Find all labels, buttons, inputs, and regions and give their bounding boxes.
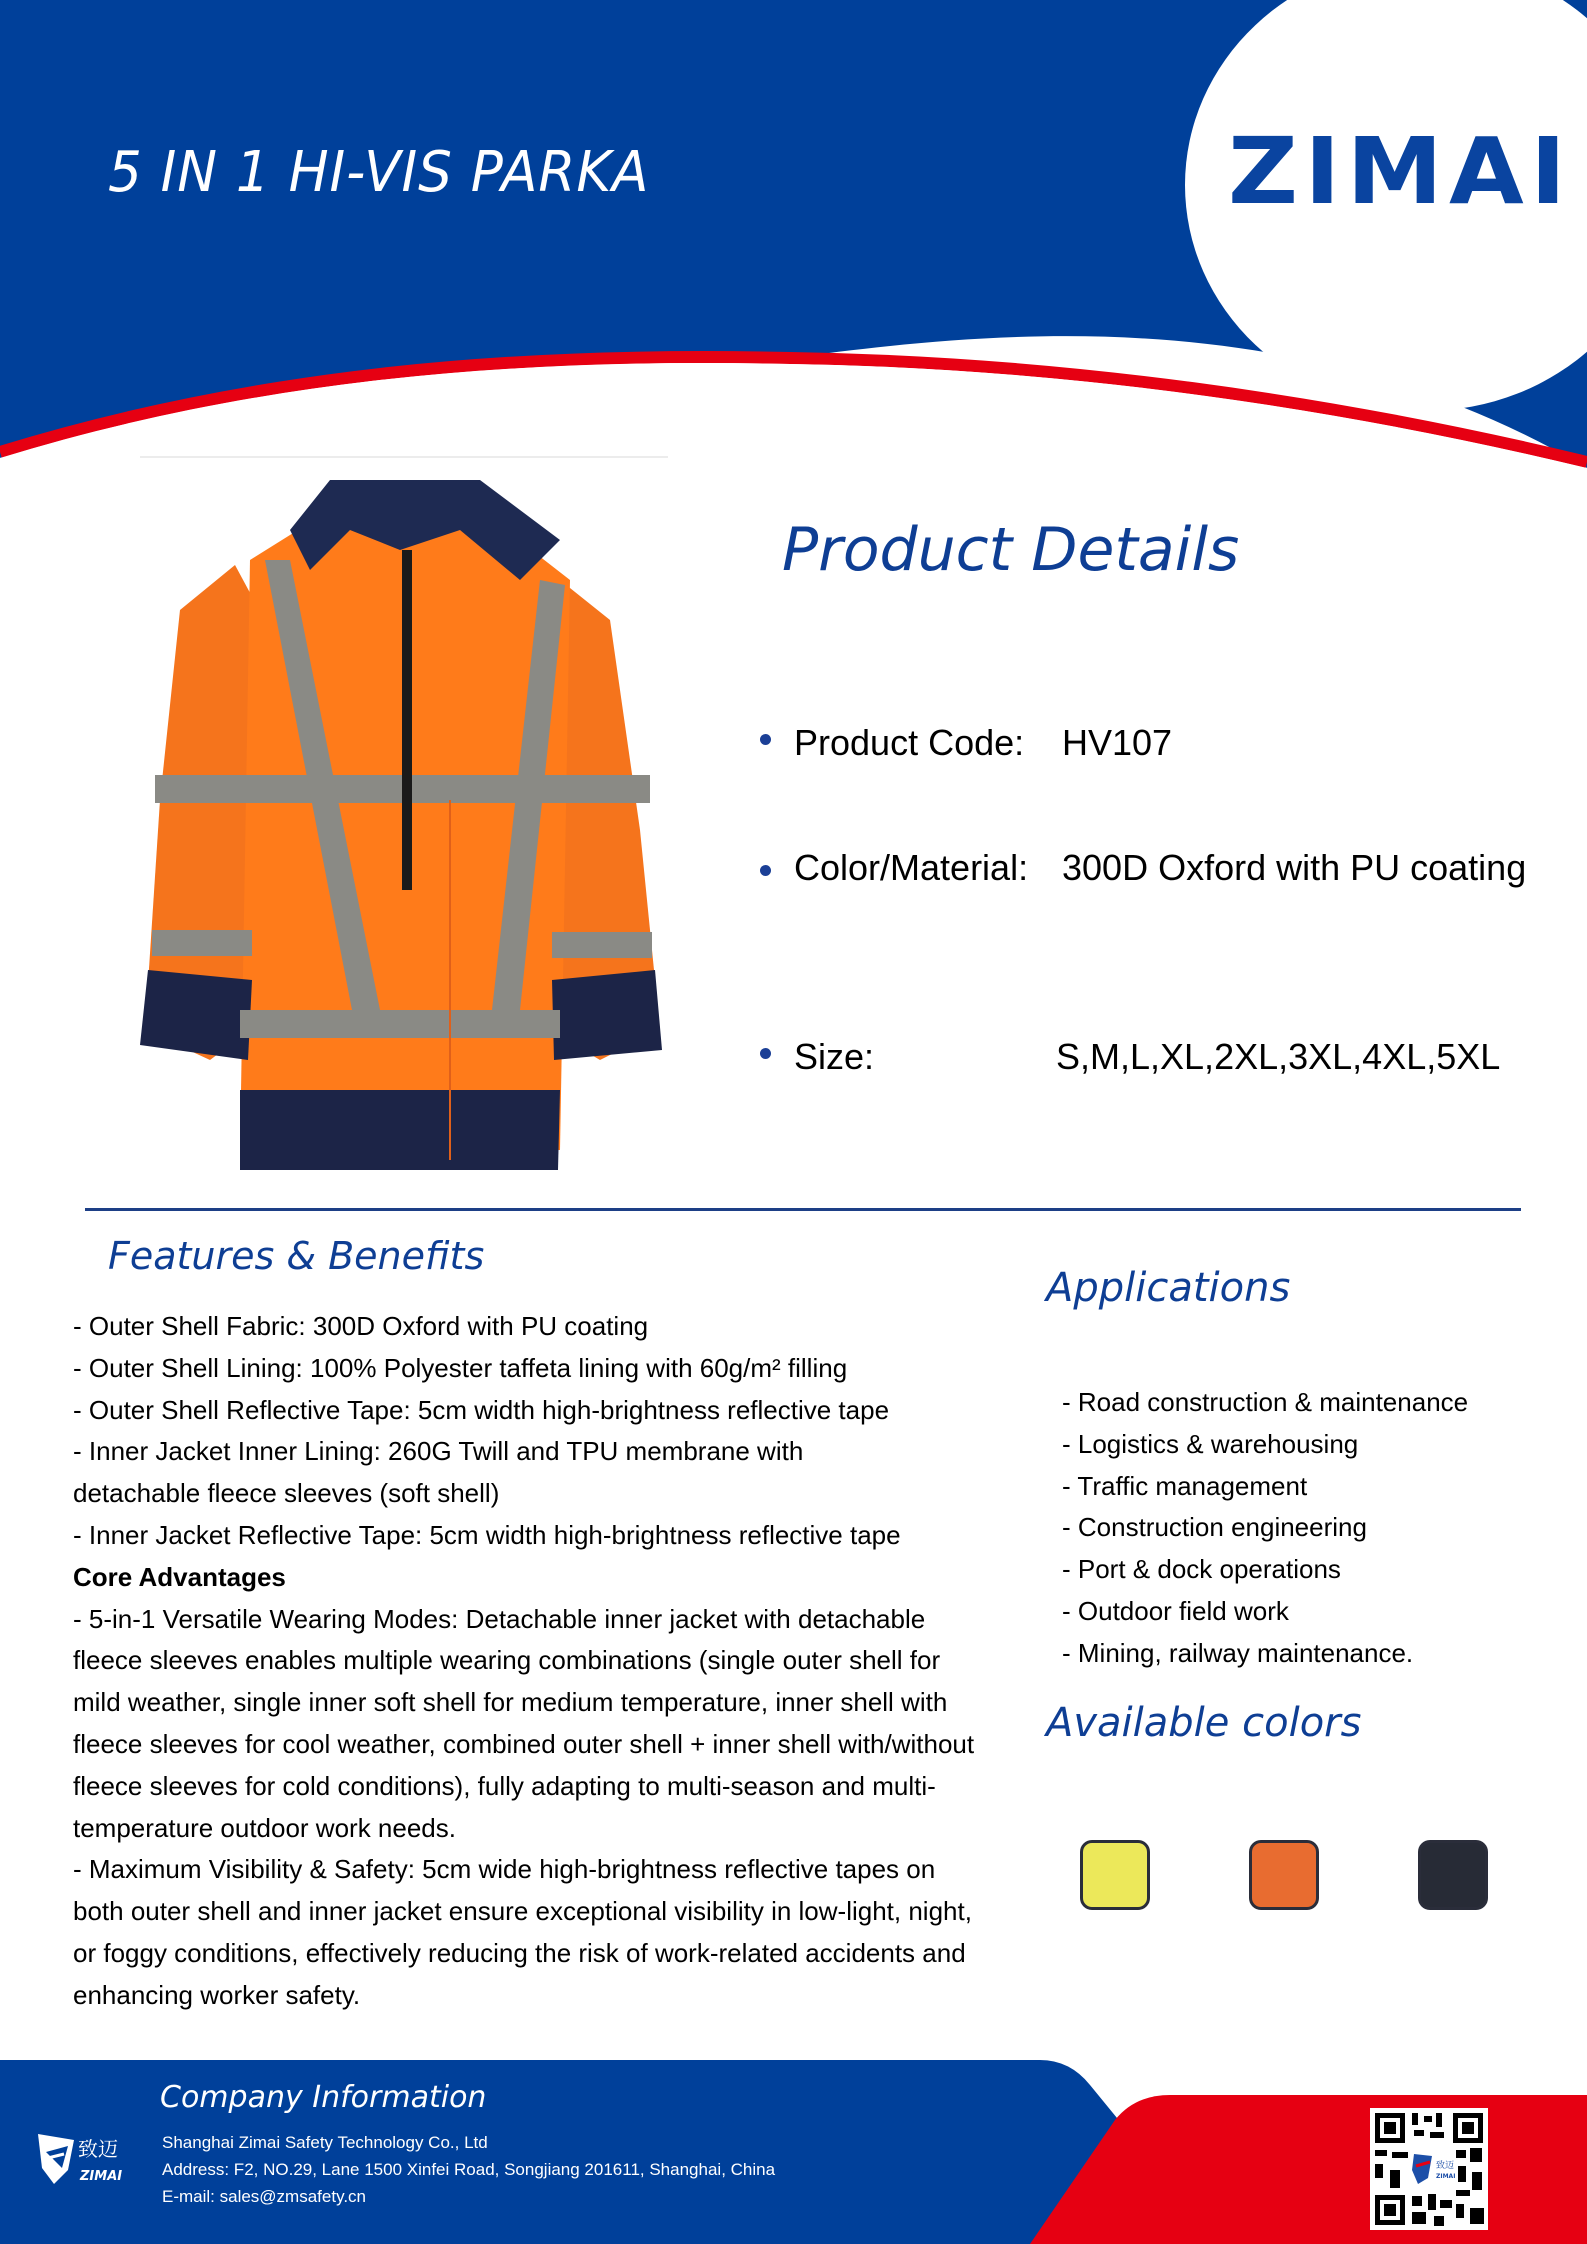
detail-label: Product Code: bbox=[794, 722, 1025, 763]
core-item: - 5-in-1 Versatile Wearing Modes: Detachable inner jacket with detachable fleece sleeves enables multiple wearing combinations (single outer shell for mild weather, single inner soft shell for medium temperature, inner shell with fleece sleeves for cool weather, combined outer shell + inner shell with/without fleece sleeves for cold conditions), fully adapting to multi-season and multi-temperature outdoor work needs. bbox=[73, 1603, 975, 1843]
feature-item: - Outer Shell Fabric: 300D Oxford with PU coating bbox=[73, 1311, 649, 1341]
color-swatch-orange bbox=[1249, 1840, 1319, 1910]
features-title: Features & Benefits bbox=[108, 1234, 485, 1278]
detail-label: Size: bbox=[794, 1036, 875, 1077]
header-banner bbox=[0, 0, 1587, 480]
core-advantages-title: Core Advantages bbox=[73, 1561, 286, 1592]
detail-row-color-material bbox=[760, 847, 1526, 889]
color-swatch-navy bbox=[1418, 1840, 1488, 1910]
detail-row-size bbox=[760, 1036, 1500, 1078]
qr-logo-text-en: ZIMAI bbox=[1436, 2173, 1456, 2180]
detail-value: S,M,L,XL,2XL,3XL,4XL,5XL bbox=[1056, 1036, 1501, 1077]
application-item: - Logistics & warehousing bbox=[1062, 1428, 1359, 1459]
application-item: - Construction engineering bbox=[1062, 1512, 1367, 1543]
feature-item: - Outer Shell Reflective Tape: 5cm width high-brightness reflective tape bbox=[73, 1394, 890, 1425]
company-logo-icon bbox=[34, 2128, 144, 2188]
jacket-hem bbox=[240, 1090, 560, 1170]
detail-row-product-code bbox=[760, 722, 1172, 764]
applications-list bbox=[1062, 1382, 1468, 1675]
bullet-icon bbox=[760, 1048, 771, 1059]
jacket-right-cuff bbox=[552, 970, 662, 1060]
logo-text-en: ZIMAI bbox=[80, 2169, 123, 2184]
photo-top-line bbox=[140, 456, 668, 458]
available-colors-title: Available colors bbox=[1046, 1700, 1362, 1746]
product-image bbox=[140, 470, 670, 1190]
product-details-title: Product Details bbox=[782, 515, 1240, 585]
detail-value: HV107 bbox=[1062, 722, 1173, 763]
core-item: - Maximum Visibility & Safety: 5cm wide high-brightness reflective tapes on both outer shell and inner jacket ensure exceptional visibility in low-light, night, or foggy conditions, effectively reducing the risk of work-related accidents and enhancing worker safety. bbox=[73, 1854, 972, 2010]
jacket-zipper bbox=[402, 550, 412, 890]
feature-item: - Inner Jacket Inner Lining: 260G Twill and TPU membrane with detachable fleece sleeves (soft shell) bbox=[73, 1436, 804, 1509]
application-item: - Outdoor field work bbox=[1062, 1595, 1289, 1626]
bullet-icon bbox=[760, 734, 771, 745]
jacket-left-cuff bbox=[140, 970, 252, 1060]
detail-value: 300D Oxford with PU coating bbox=[1062, 847, 1527, 888]
applications-title: Applications bbox=[1046, 1265, 1291, 1311]
jacket-tape-waist bbox=[240, 1010, 560, 1038]
jacket-tape-sleeve-right bbox=[552, 932, 652, 958]
application-item: - Road construction & maintenance bbox=[1062, 1387, 1469, 1417]
bullet-icon bbox=[760, 865, 771, 876]
logo-text-cn: 致迈 bbox=[78, 2137, 118, 2161]
qr-logo-text-cn: 致迈 bbox=[1436, 2161, 1455, 2171]
company-name: Shanghai Zimai Safety Technology Co., Ltd bbox=[162, 2133, 488, 2152]
section-divider bbox=[85, 1208, 1521, 1211]
feature-item: - Inner Jacket Reflective Tape: 5cm width high-brightness reflective tape bbox=[73, 1519, 901, 1550]
feature-item: - Outer Shell Lining: 100% Polyester taffeta lining with 60g/m² filling bbox=[73, 1352, 848, 1383]
features-list bbox=[73, 1306, 1003, 2017]
brand-logo: ZIMAI bbox=[1228, 118, 1573, 225]
company-address: Address: F2, NO.29, Lane 1500 Xinfei Road, Songjiang 201611, Shanghai, China bbox=[162, 2160, 776, 2179]
company-email[interactable]: E-mail: sales@zmsafety.cn bbox=[162, 2187, 366, 2206]
page-title: 5 IN 1 HI-VIS PARKA bbox=[108, 140, 650, 205]
jacket-tape-sleeve-left bbox=[152, 930, 252, 956]
application-item: - Mining, railway maintenance. bbox=[1062, 1637, 1414, 1668]
color-swatch-yellow bbox=[1080, 1840, 1150, 1910]
application-item: - Port & dock operations bbox=[1062, 1554, 1341, 1585]
detail-label: Color/Material: bbox=[794, 847, 1029, 888]
qr-code[interactable] bbox=[1370, 2108, 1488, 2230]
application-item: - Traffic management bbox=[1062, 1470, 1308, 1501]
company-info-title: Company Information bbox=[160, 2080, 487, 2115]
